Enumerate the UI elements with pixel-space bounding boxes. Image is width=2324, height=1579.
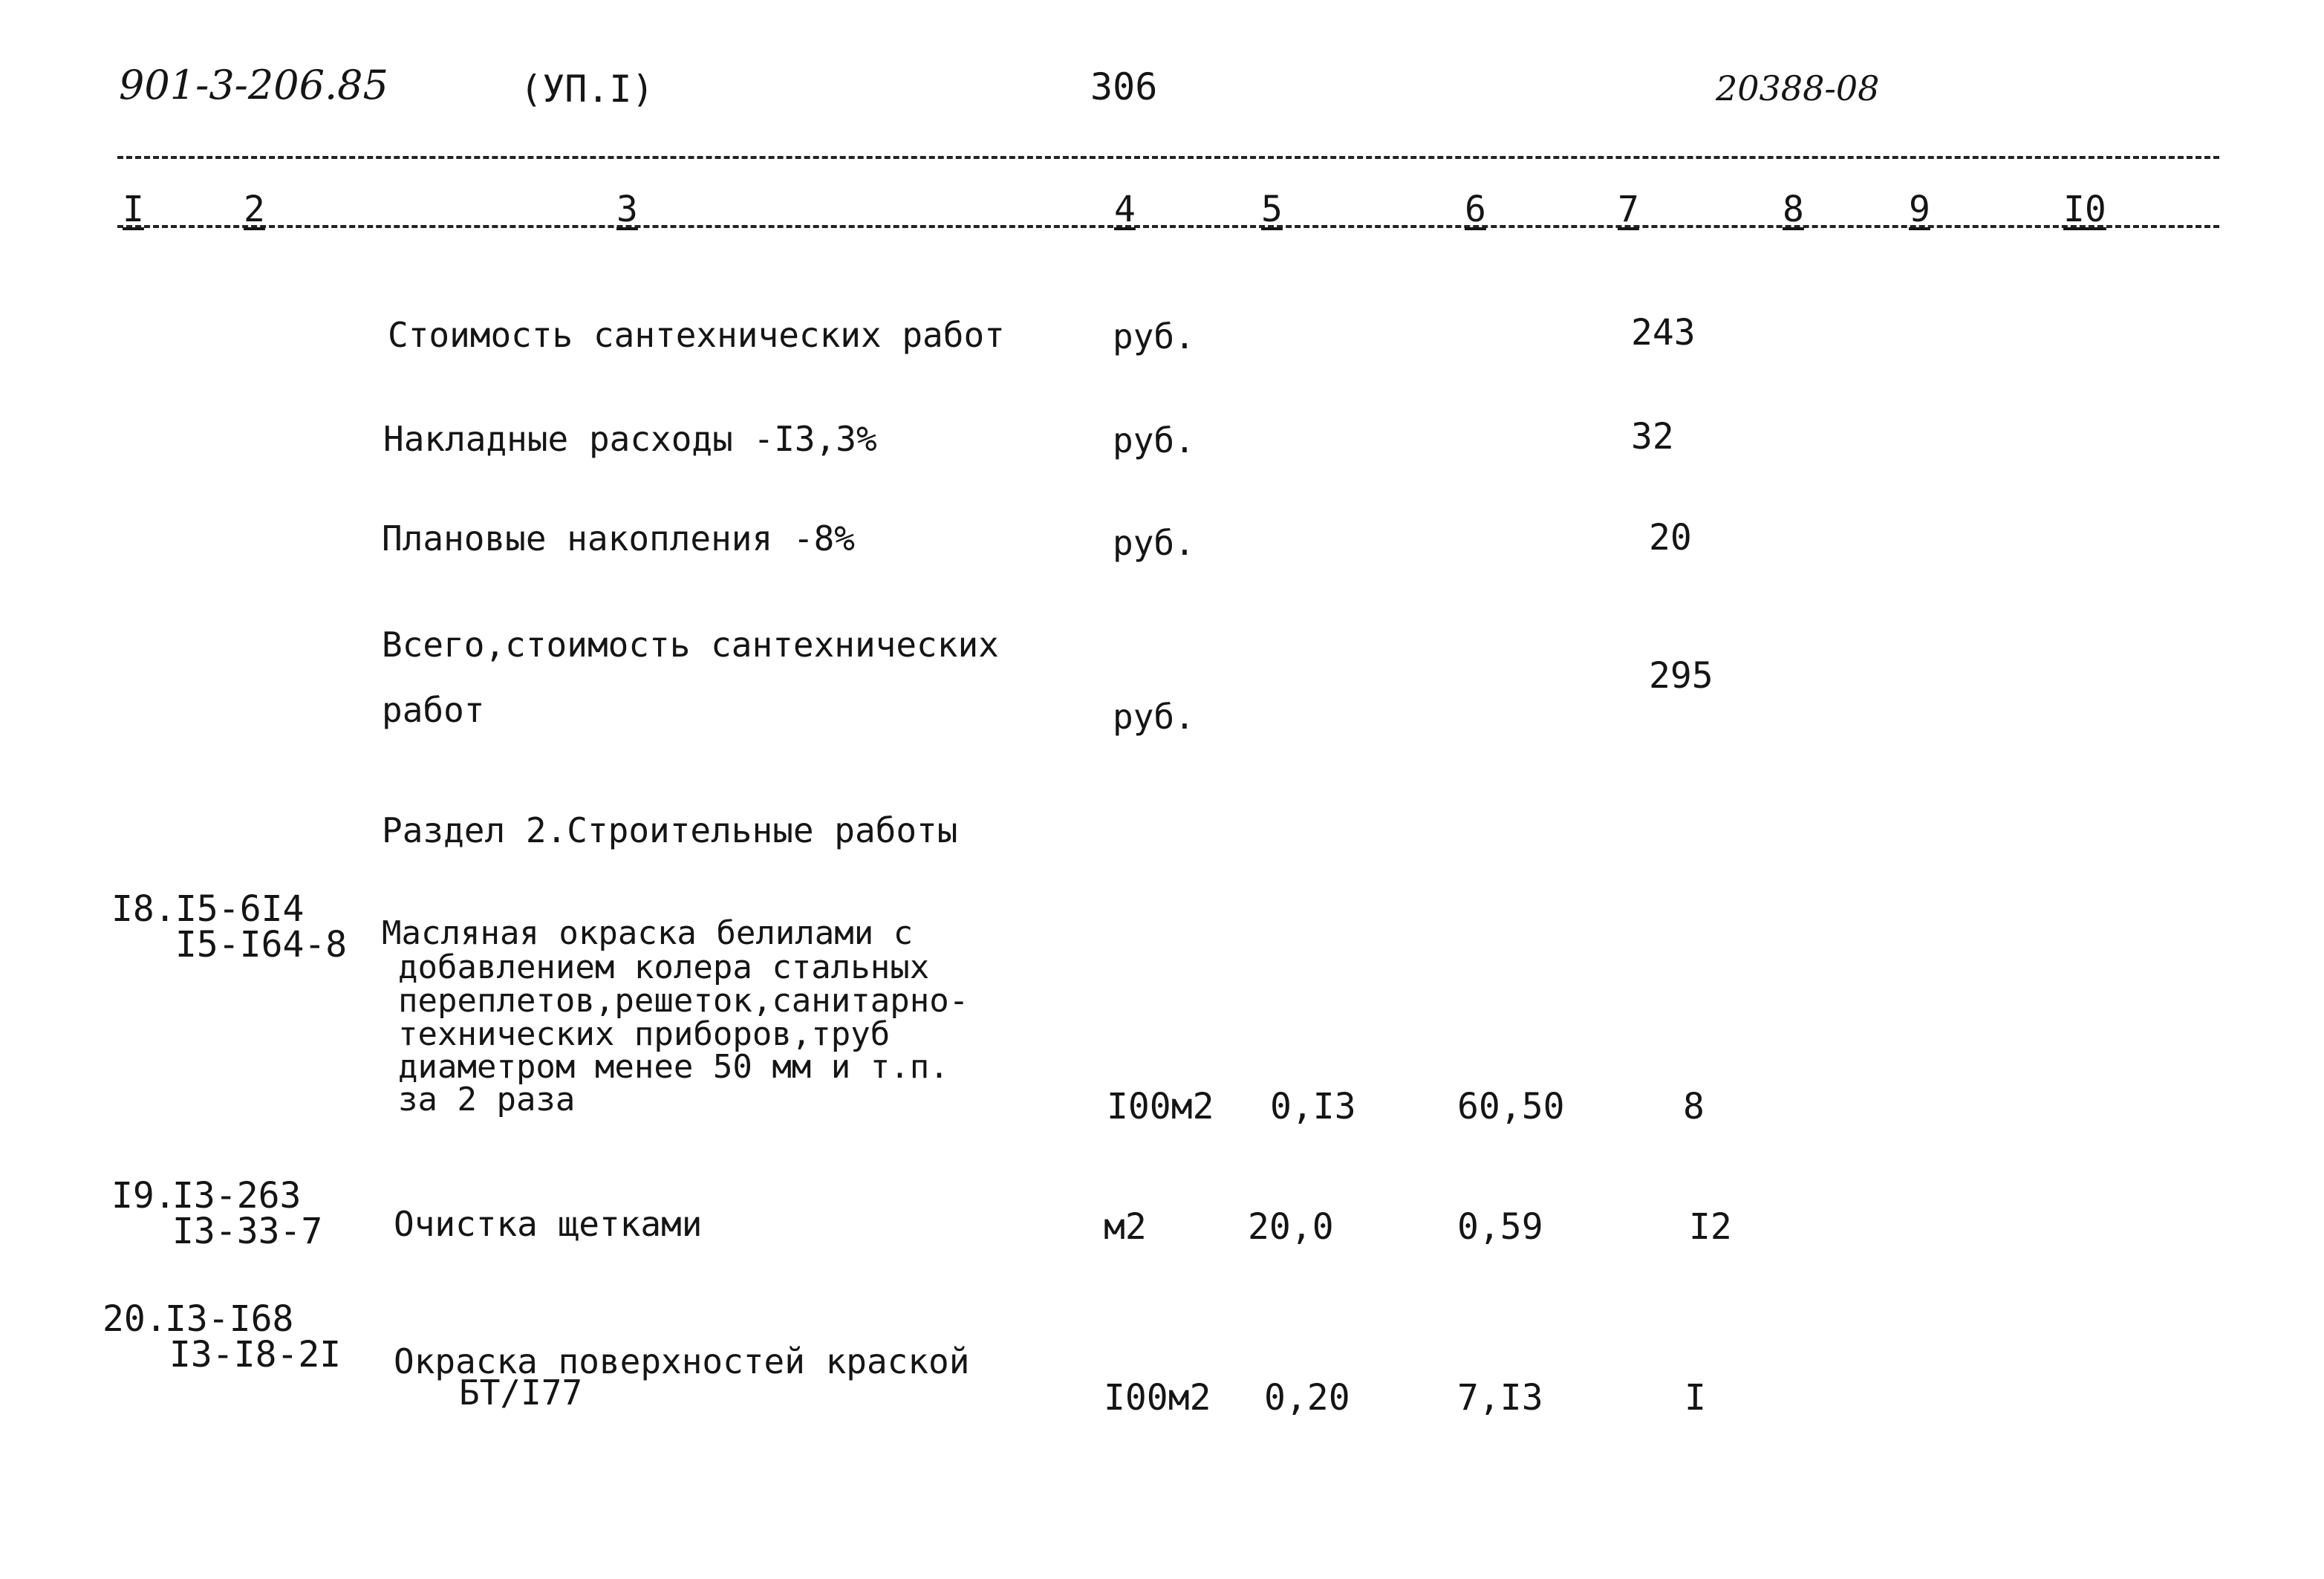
registration-number: 20388-08 [1716,68,1880,108]
column-number-10: I0 [2063,189,2106,230]
item-quantity: 0,20 [1264,1377,1350,1419]
column-number-8: 8 [1783,189,1804,230]
column-number-1: I [123,189,144,230]
item-price: 60,50 [1457,1086,1565,1127]
column-number-2: 2 [244,189,265,230]
item-description-line: Масляная окраска белилами с [382,914,914,952]
summary-total: 295 [1649,655,1713,697]
item-description-line: Очистка щетками [394,1204,703,1244]
item-code-secondary: I5-I64-8 [175,924,348,966]
item-unit: I00м2 [1104,1377,1211,1419]
item-number: I8. [111,888,176,930]
section-label: (УП.I) [520,68,654,111]
item-code-primary: I3-263 [172,1175,302,1217]
section-title: Раздел 2.Строительные работы [382,810,958,850]
item-code-primary: I5-6I4 [175,888,305,930]
summary-unit: руб. [1113,316,1195,357]
item-unit: I00м2 [1107,1086,1214,1127]
item-unit: м2 [1104,1206,1147,1248]
item-description-line: добавлением колера стальных [398,948,930,986]
summary-name-line1: Всего,стоимость сантехнических [382,625,999,665]
column-number-9: 9 [1909,189,1930,230]
item-total: I2 [1689,1206,1732,1248]
summary-unit: руб. [1113,523,1195,563]
column-number-4: 4 [1114,189,1136,230]
item-description-line: технических приборов,труб [398,1015,891,1053]
summary-name: Стоимость сантехнических работ [388,315,1005,355]
item-number: 20. [102,1298,167,1340]
column-number-7: 7 [1618,189,1639,230]
item-total: I [1685,1377,1706,1419]
column-number-6: 6 [1465,189,1486,230]
item-code-secondary: I3-I8-2I [169,1334,342,1375]
item-price: 0,59 [1457,1206,1543,1248]
item-description-line: Окраска поверхностей краской [394,1341,970,1381]
summary-unit: руб. [1113,420,1195,460]
page-number: 306 [1090,65,1158,108]
column-number-divider [117,225,2219,228]
item-description-line: переплетов,решеток,санитарно- [398,982,969,1020]
column-number-5: 5 [1261,189,1283,230]
summary-name: Плановые накопления -8% [382,518,855,559]
item-number: I9. [111,1175,176,1217]
item-code-primary: I3-I68 [165,1298,294,1340]
item-description-line: диаметром менее 50 мм и т.п. [398,1048,949,1086]
item-total: 8 [1683,1086,1705,1127]
item-code-secondary: I3-33-7 [172,1211,323,1252]
item-description-line: БТ/I77 [459,1373,583,1413]
summary-total: 243 [1631,312,1696,354]
summary-name-line2: работ [382,690,485,730]
document-code: 901-3-206.85 [119,62,388,108]
summary-name: Накладные расходы -I3,3% [383,419,877,459]
summary-total: 20 [1649,517,1692,559]
item-quantity: 0,I3 [1270,1086,1356,1127]
summary-unit: руб. [1113,697,1195,737]
item-price: 7,I3 [1457,1377,1543,1419]
item-quantity: 20,0 [1248,1206,1334,1248]
summary-total: 32 [1631,416,1674,458]
header-divider [117,156,2219,159]
column-number-3: 3 [616,189,638,230]
item-description-line: за 2 раза [398,1081,576,1119]
